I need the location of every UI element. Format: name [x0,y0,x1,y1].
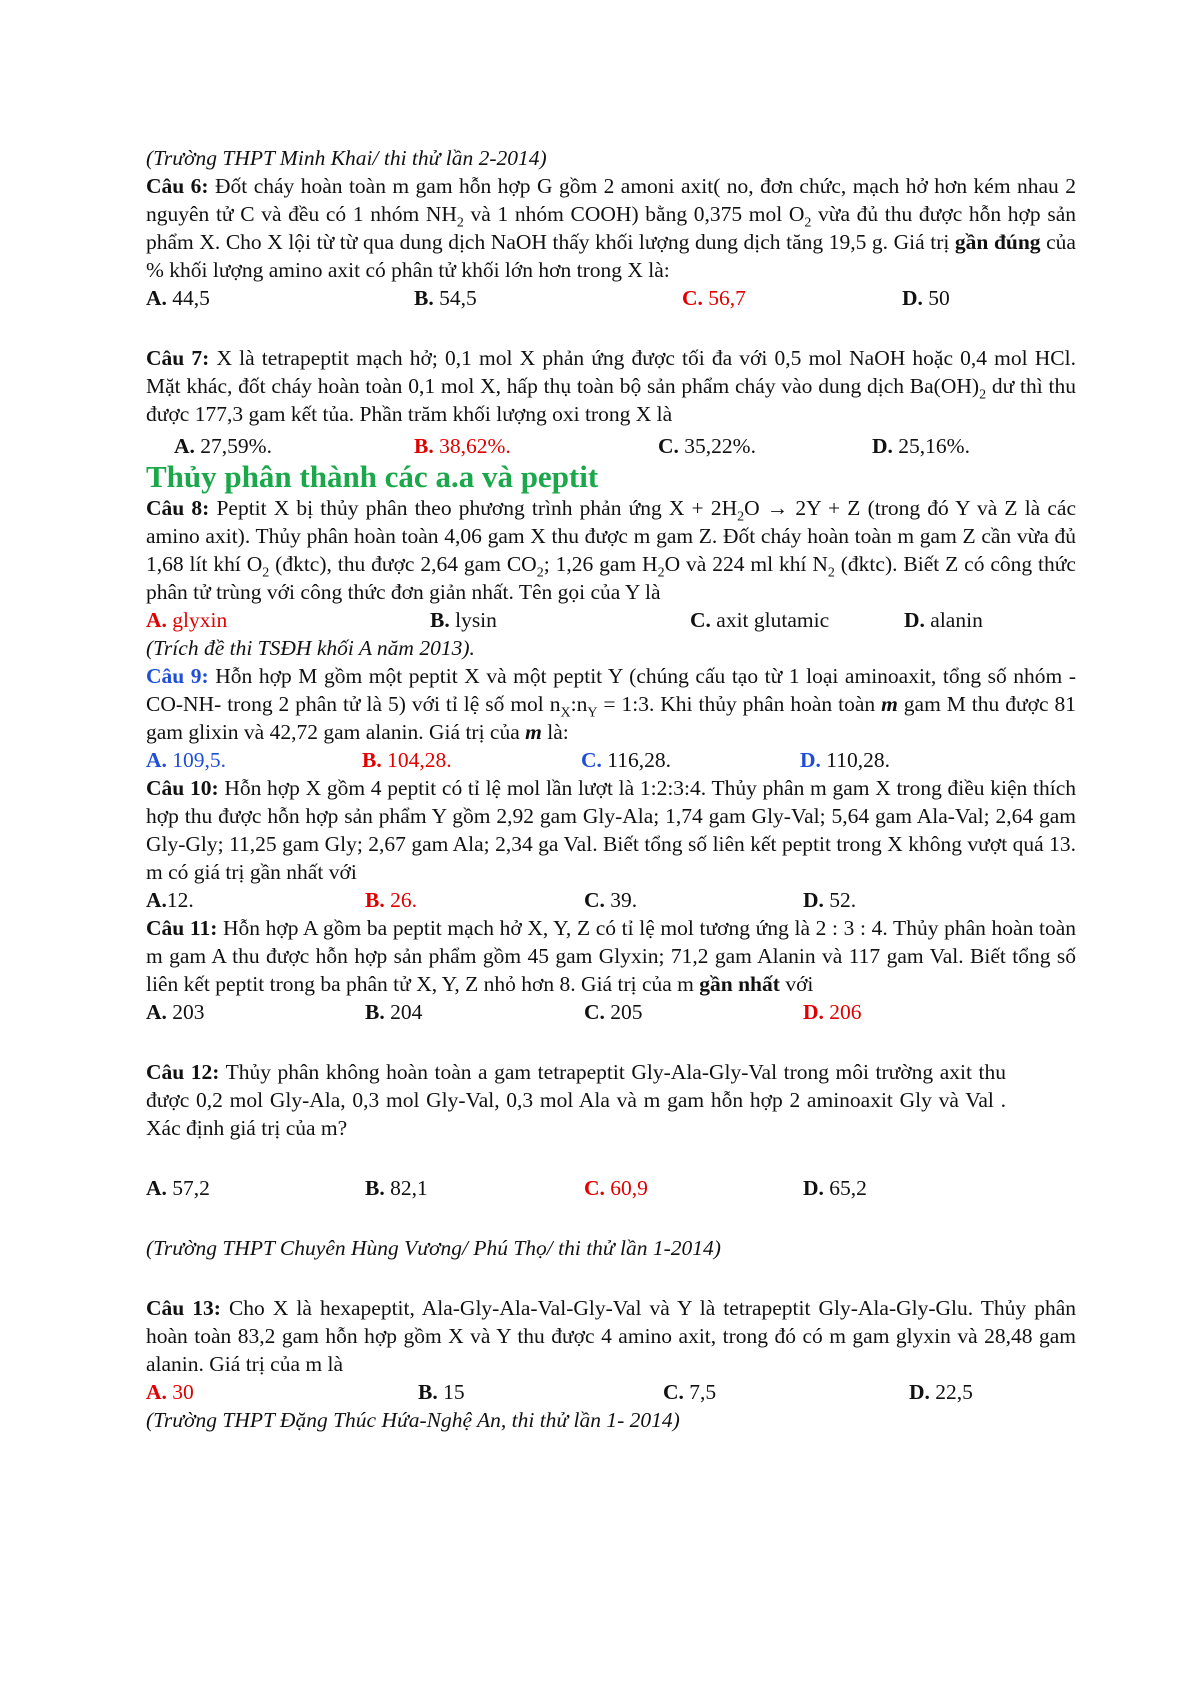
question-label: Câu 12: [146,1060,220,1084]
option-c: C. 39. [584,888,638,912]
option-a: A. 27,59%. [174,434,272,458]
option-c: C. 35,22%. [658,434,756,458]
option-c: C. 7,5 [663,1380,717,1404]
option-d: D. alanin [904,608,983,632]
option-d: D. 52. [803,888,857,912]
option-c: C. 205 [584,1000,643,1024]
answer-options [146,746,1076,774]
section-heading: Thủy phân thành các a.a và peptit [146,459,599,494]
option-d-correct: D. 206 [803,1000,862,1024]
source-note: (Trích đề thi TSĐH khối A năm 2013). [146,636,475,660]
question-13: Câu 13: Cho X là hexapeptit, Ala-Gly-Ala-Val-Gly-Val và Y là tetrapeptit Gly-Ala-Gly-Glu. Thủy phân hoàn toàn 83,2 gam hỗn hợp gồm X và Y thu được 4 amino axit, trong đó có m gam glyxin và 28,48 gam alanin. Giá trị của m là [146,1296,1076,1376]
document-page [146,144,1076,1434]
option-b-correct: B. 104,28. [362,748,452,772]
answer-options [146,606,1076,634]
question-label: Câu 8: [146,496,210,520]
source-note: (Trường THPT Chuyên Hùng Vương/ Phú Thọ/ thi thử lần 1-2014) [146,1236,721,1260]
question-8: Câu 8: Peptit X bị thủy phân theo phương trình phản ứng $X + 2H_2O \to 2Y + Z$ (trong đó Y và Z là các amino axit). Thủy phân hoàn toàn 4,06 gam X thu được m gam Z. Đốt cháy hoàn toàn m gam Z cần vừa đủ 1,68 lít khí $O_2$ (đktc), thu được 2,64 gam $CO_2$; 1,26 gam $H_2O$ và 224 ml khí $N_2$ (đktc). Biết Z có công thức phân tử trùng với công thức đơn giản nhất. Tên gọi của Y là [146,496,1076,604]
option-d: D. 65,2 [803,1176,867,1200]
option-d: D. 50 [902,286,950,310]
option-a-correct: A. 30 [146,1380,194,1404]
option-b: B. 54,5 [414,286,477,310]
source-note: (Trường THPT Đặng Thúc Hứa-Nghệ An, thi thử lần 1- 2014) [146,1408,680,1432]
option-b: B. lysin [430,608,497,632]
option-d: D. 22,5 [909,1380,973,1404]
question-label: Câu 11: [146,916,218,940]
option-d: D. 110,28. [800,748,890,772]
option-a-correct: A. glyxin [146,608,228,632]
question-label: Câu 7: [146,346,210,370]
answer-options [146,432,1076,460]
question-7: Câu 7: X là tetrapeptit mạch hở; 0,1 mol X phản ứng được tối đa với 0,5 mol NaOH hoặc 0,4 mol HCl. Mặt khác, đốt cháy hoàn toàn 0,1 mol X, hấp thụ toàn bộ sản phẩm cháy vào dung dịch $Ba(OH)_2$ dư thì thu được 177,3 gam kết tủa. Phần trăm khối lượng oxi trong X là [146,346,1077,426]
question-10: Câu 10: Hỗn hợp X gồm 4 peptit có tỉ lệ mol lần lượt là 1:2:3:4. Thủy phân m gam X trong điều kiện thích hợp thu được hỗn hợp sản phẩm Y gồm 2,92 gam Gly-Ala; 1,74 gam Gly-Val; 5,64 gam Ala-Val; 2,64 gam Gly-Gly; 11,25 gam Gly; 2,67 gam Ala; 2,34 ga Val. Biết tổng số liên kết peptit trong X không vượt quá 13. m có giá trị gần nhất với [146,776,1076,884]
option-a: A.12. [146,888,194,912]
answer-options [146,998,1076,1026]
question-label: Câu 6: [146,174,209,198]
option-b-correct: B. 38,62%. [414,434,511,458]
question-9: Câu 9: Hỗn hợp M gồm một peptit X và một peptit Y (chúng cấu tạo từ 1 loại aminoaxit, tổng số nhóm -CO-NH- trong 2 phân tử là 5) với tỉ lệ số mol $n_X:n_Y$ = 1:3. Khi thủy phân hoàn toàn m gam M thu được 81 gam glixin và 42,72 gam alanin. Giá trị của m là: [146,664,1076,744]
question-label: Câu 9: [146,664,209,688]
answer-options [146,1174,1076,1202]
option-c: C. 116,28. [581,748,671,772]
option-c: C. axit glutamic [690,608,830,632]
option-b: B. 15 [418,1380,465,1404]
option-b: B. 82,1 [365,1176,428,1200]
option-b: B. 204 [365,1000,423,1024]
question-12: Câu 12: Thủy phân không hoàn toàn a gam tetrapeptit Gly-Ala-Gly-Val trong môi trường axit thu được 0,2 mol Gly-Ala, 0,3 mol Gly-Val, 0,3 mol Ala và m gam hỗn hợp 2 aminoaxit Gly và Val . Xác định giá trị của m? [146,1060,1006,1140]
option-b-correct: B. 26. [365,888,417,912]
question-label: Câu 10: [146,776,219,800]
question-label: Câu 13: [146,1296,221,1320]
option-a: A. 109,5. [146,748,227,772]
question-11: Câu 11: Hỗn hợp A gồm ba peptit mạch hở X, Y, Z có tỉ lệ mol tương ứng là 2 : 3 : 4. Thủy phân hoàn toàn m gam A thu được hỗn hợp sản phẩm gồm 45 gam Glyxin; 71,2 gam Alanin và 117 gam Val. Biết tổng số liên kết peptit trong ba phân tử X, Y, Z nhỏ hơn 8. Giá trị của m gần nhất với [146,916,1076,996]
option-a: A. 57,2 [146,1176,210,1200]
question-6: Câu 6: Đốt cháy hoàn toàn m gam hỗn hợp G gồm 2 amoni axit( no, đơn chức, mạch hở hơn kém nhau 2 nguyên tử C và đều có 1 nhóm $NH_2$ và 1 nhóm COOH) bằng 0,375 mol $O_2$ vừa đủ thu được hỗn hợp sản phẩm X. Cho X lội từ từ qua dung dịch NaOH thấy khối lượng dung dịch tăng 19,5 g. Giá trị gần đúng của % khối lượng amino axit có phân tử khối lớn hơn trong X là: [146,174,1076,282]
source-note: (Trường THPT Minh Khai/ thi thử lần 2-2014) [146,146,547,170]
option-d: D. 25,16%. [872,434,970,458]
option-c-correct: C. 60,9 [584,1176,648,1200]
answer-options [146,284,1076,312]
answer-options [146,886,1076,914]
option-a: A. 44,5 [146,286,210,310]
option-c-correct: C. 56,7 [682,286,746,310]
option-a: A. 203 [146,1000,205,1024]
answer-options [146,1378,1076,1406]
